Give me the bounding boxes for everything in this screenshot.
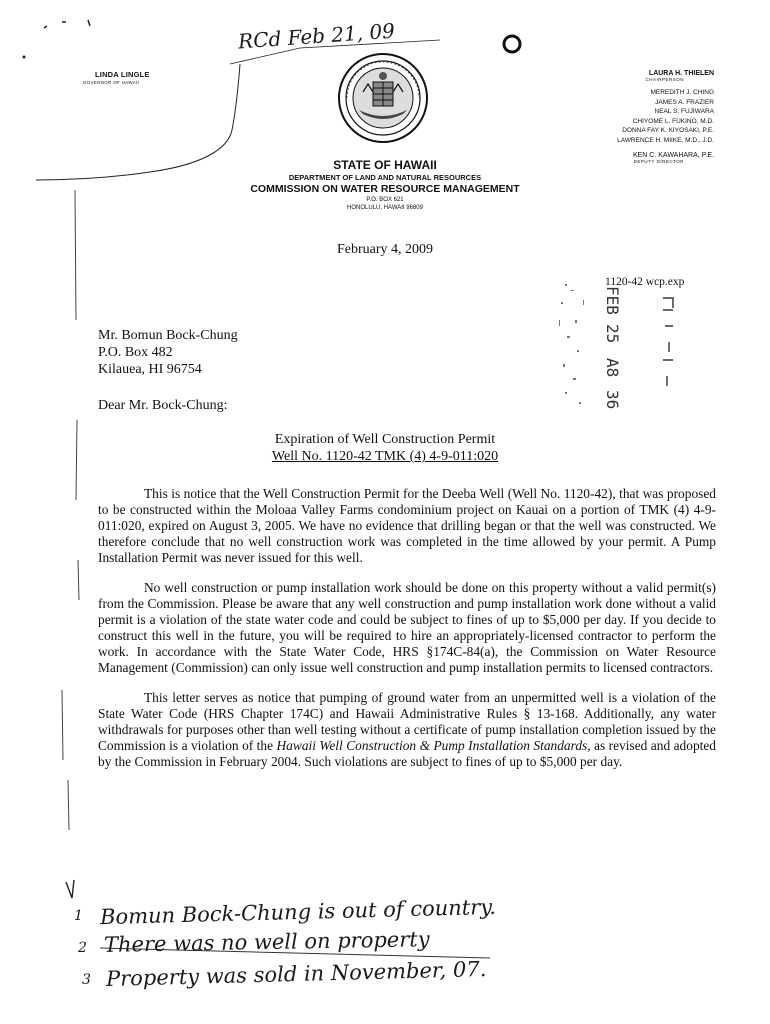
subject-line1: Expiration of Well Construction Permit: [274, 432, 496, 447]
paragraph-3-part-a: This letter serves as notice that pumping of ground water from an unpermitted well is a violation of the State Water Code (HRS Chapter 174C) and Hawaii Administrative Rules § 13-168. Additionally, any water withdrawals for purposes other than well testing without a certificate of pump installation completion issued by the Commission is a violation of the: [98, 690, 716, 753]
stamp-month: FEB: [603, 286, 622, 315]
board-member: DONNA FAY K. KIYOSAKI, P.E.: [622, 127, 714, 135]
paragraph-3: [98, 690, 716, 770]
letterhead-po-box: P.O. BOX 621: [366, 197, 404, 203]
handwritten-received-note: RCd Feb 21, 09: [237, 18, 396, 54]
board-member: MEREDITH J. CHING: [650, 89, 714, 96]
stamp-minute: 36: [603, 390, 622, 410]
deputy-director-role: DEPUTY DIRECTOR: [633, 158, 684, 164]
paragraph-1: This is notice that the Well Construction Permit for the Deeba Well (Well No. 1120-42), that was proposed to be constructed within the Moloaa Valley Farms condominium project on Kauai on a portion of TMK (4) 4-9-011:020, expired on August 3, 2005. We have no evidence that drilling began or that the well was constructed. We therefore conclude that no well construction work was completed in the time allowed by your permit. A Pump Installation Permit was never issued for this well.: [98, 486, 716, 565]
handwritten-note-1: Bomun Bock-Chung is out of country.: [99, 894, 497, 930]
letterhead-state: STATE OF HAWAII: [333, 158, 437, 172]
state-seal-icon: [337, 52, 429, 144]
subject-line2: Well No. 1120-42 TMK (4) 4-9-011:020: [271, 449, 499, 464]
recipient-name: Mr. Bomun Bock-Chung: [98, 328, 238, 343]
deputy-director-name: KEN C. KAWAHARA, P.E.: [632, 151, 714, 159]
board-member: NEAL S. FUJIWARA: [654, 108, 714, 116]
governor-title: GOVERNOR OF HAWAII: [83, 80, 140, 85]
salutation: Dear Mr. Bock-Chung:: [98, 398, 228, 413]
recipient-address: [98, 327, 238, 378]
letterhead-department: DEPARTMENT OF LAND AND NATURAL RESOURCES: [288, 173, 482, 182]
paragraph-3-standards-title: Hawaii Well Construction & Pump Installation Standards: [276, 738, 588, 753]
handwritten-note-3: Property was sold in November, 07.: [105, 957, 487, 991]
board-member: LAWRENCE H. MIIKE, M.D., J.D.: [617, 136, 714, 144]
stamp-hour: A8: [603, 358, 622, 378]
board-member: JAMES A. FRAZIER: [655, 98, 714, 106]
handwritten-note-number-1: 1: [74, 908, 83, 924]
board-member-list: [514, 70, 714, 164]
letterhead-commission: COMMISSION ON WATER RESOURCE MANAGEMENT: [250, 183, 520, 195]
stamp-day: 25: [603, 324, 622, 344]
governor-name: LINDA LINGLE: [95, 70, 150, 79]
chairperson-role: CHAIRPERSON: [645, 77, 684, 82]
letter-date: February 4, 2009: [336, 242, 434, 257]
file-reference: 1120-42 wcp.exp: [605, 276, 685, 288]
handwritten-note-number-2: 2: [78, 940, 87, 956]
handwritten-note-number-3: 3: [82, 972, 91, 988]
board-member: CHIYOME L. FUKINO, M.D.: [632, 117, 714, 125]
recipient-address-line2: Kilauea, HI 96754: [98, 362, 202, 377]
paragraph-2: No well construction or pump installation work should be done on this property without a valid permit(s) from the Commission. Please be aware that any well construction and pump installation work done without a valid permit is a violation of the state water code and could be subject to fines of up to $5,000 per day. If you decide to construct this well in the future, you will be required to hire an appropriately-licensed contractor to perform the work. In accordance with the State Water Code, HRS §174C-84(a), the Commission on Water Resource Management (Commission) can only issue well construction and pump installation permits to licensed contractors.: [98, 580, 716, 675]
chairperson-name: LAURA H. THIELEN: [648, 70, 714, 77]
stamp-noise: [555, 280, 685, 420]
handwritten-note-2: There was no well on property: [103, 927, 430, 957]
letter-body: [98, 486, 716, 770]
recipient-address-line1: P.O. Box 482: [98, 345, 173, 360]
paragraph-3-part-b: , as revised and adopted by the Commission in February 2004. Such violations are subject to fines of up to $5,000 per day.: [98, 738, 716, 769]
letterhead-city: HONOLULU, HAWAII 96809: [347, 205, 423, 211]
